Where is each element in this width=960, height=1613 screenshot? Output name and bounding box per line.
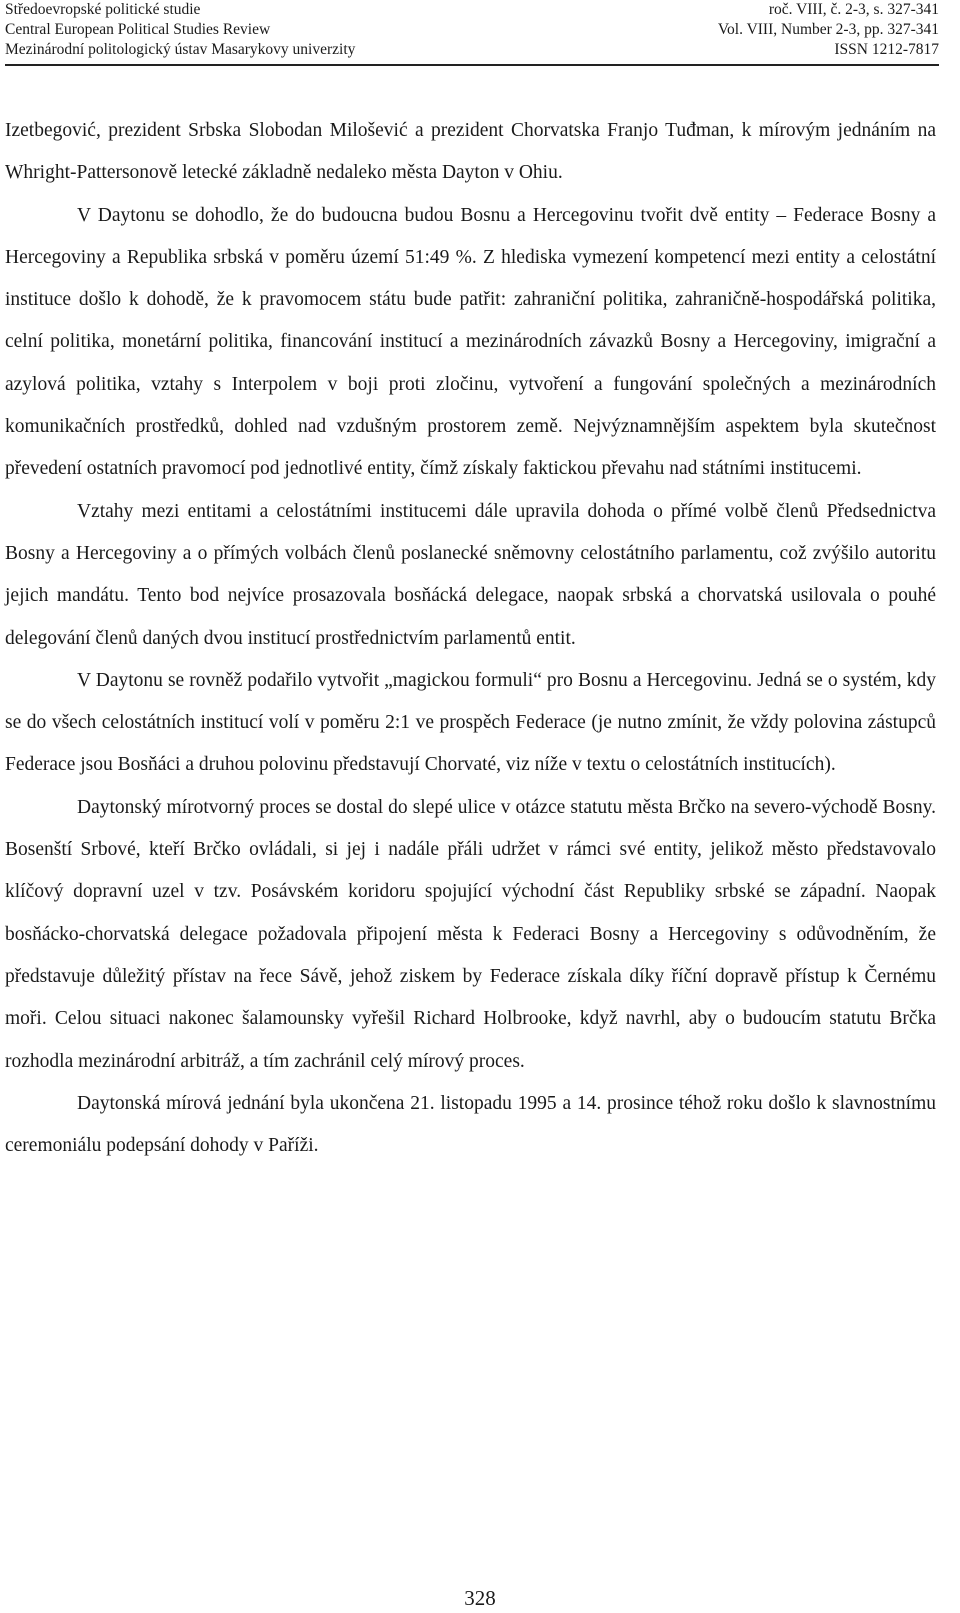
header-row-1	[5, 0, 939, 20]
volume-en: Vol. VIII, Number 2-3, pp. 327-341	[717, 21, 939, 38]
paragraph-5: Daytonský mírotvorný proces se dostal do slepé ulice v otázce statutu města Brčko na severo-východě Bosny. Bosenští Srbové, kteří Brčko ovládali, si jej i nadále přáli udržet v rámci své entity, jelikož město představovalo klíčový dopravní uzel v tzv. Posávském koridoru spojující východní část Republiky srbské se západní. Naopak bosňácko-chorvatská delegace požadovala připojení města k Federaci Bosny a Hercegoviny s odůvodněním, že představuje důležitý přístav na řece Sávě, jehož ziskem by Federace získala díky říční dopravě přístup k Černému moři. Celou situaci nakonec šalamounsky vyřešil Richard Holbrooke, když navrhl, aby o budoucím statutu Brčka rozhodla mezinárodní arbitráž, a tím zachránil celý mírový proces.	[5, 796, 936, 1072]
journal-title-en: Central European Political Studies Review	[5, 21, 271, 38]
paragraph-6: Daytonská mírová jednání byla ukončena 21. listopadu 1995 a 14. prosince téhož roku došlo k slavnostnímu ceremoniálu podepsání dohody v Paříži.	[5, 1092, 936, 1157]
journal-title-cz: Středoevropské politické studie	[5, 1, 201, 18]
publisher: Mezinárodní politologický ústav Masarykovy univerzity	[5, 41, 356, 58]
article-body	[5, 110, 936, 1167]
paragraph-3: Vztahy mezi entitami a celostátními institucemi dále upravila dohoda o přímé volbě členů Předsednictva Bosny a Hercegoviny a o přímých volbách členů poslanecké sněmovny celostátního parlamentu, což zvýšilo autoritu jejich mandátu. Tento bod nejvíce prosazovala bosňácká delegace, naopak srbská a chorvatská usilovala o pouhé delegování členů daných dvou institucí prostřednictvím parlamentů entit.	[5, 500, 936, 649]
header-row-2	[5, 20, 939, 40]
paragraph-4: V Daytonu se rovněž podařilo vytvořit „magickou formuli“ pro Bosnu a Hercegovinu. Jedná se o systém, kdy se do všech celostátních institucí volí v poměru 2:1 ve prospěch Federace (je nutno zmínit, že vždy polovina zástupců Federace jsou Bosňáci a druhou polovinu představují Chorvaté, viz níže v textu o celostátních institucích).	[5, 669, 936, 776]
page-number: 328	[464, 1586, 496, 1610]
volume-cz: roč. VIII, č. 2-3, s. 327-341	[768, 1, 939, 18]
paragraph-1: Izetbegović, prezident Srbska Slobodan Milošević a prezident Chorvatska Franjo Tuđman, k mírovým jednáním na Whright-Pattersonově letecké základně nedaleko města Dayton v Ohiu.	[5, 120, 936, 184]
issn: ISSN 1212-7817	[834, 41, 939, 58]
header-row-3	[5, 40, 939, 60]
paragraph-2: V Daytonu se dohodlo, že do budoucna budou Bosnu a Hercegovinu tvořit dvě entity – Federace Bosny a Hercegoviny a Republika srbská v poměru území 51:49 %. Z hlediska vymezení kompetencí mezi entity a celostátní instituce došlo k dohodě, že k pravomocem státu bude patřit: zahraniční politika, zahraničně-hospodářská politika, celní politika, monetární politika, financování institucí a mezinárodních závazků Bosny a Hercegoviny, imigrační a azylová politika, vztahy s Interpolem v boji proti zločinu, vytvoření a fungování společných a mezinárodních komunikačních prostředků, dohled nad vzdušným prostorem země. Nejvýznamnějším aspektem byla skutečnost převedení ostatních pravomocí pod jednotlivé entity, čímž získaly faktickou převahu nad státními institucemi.	[5, 204, 936, 480]
journal-header	[5, 0, 939, 66]
